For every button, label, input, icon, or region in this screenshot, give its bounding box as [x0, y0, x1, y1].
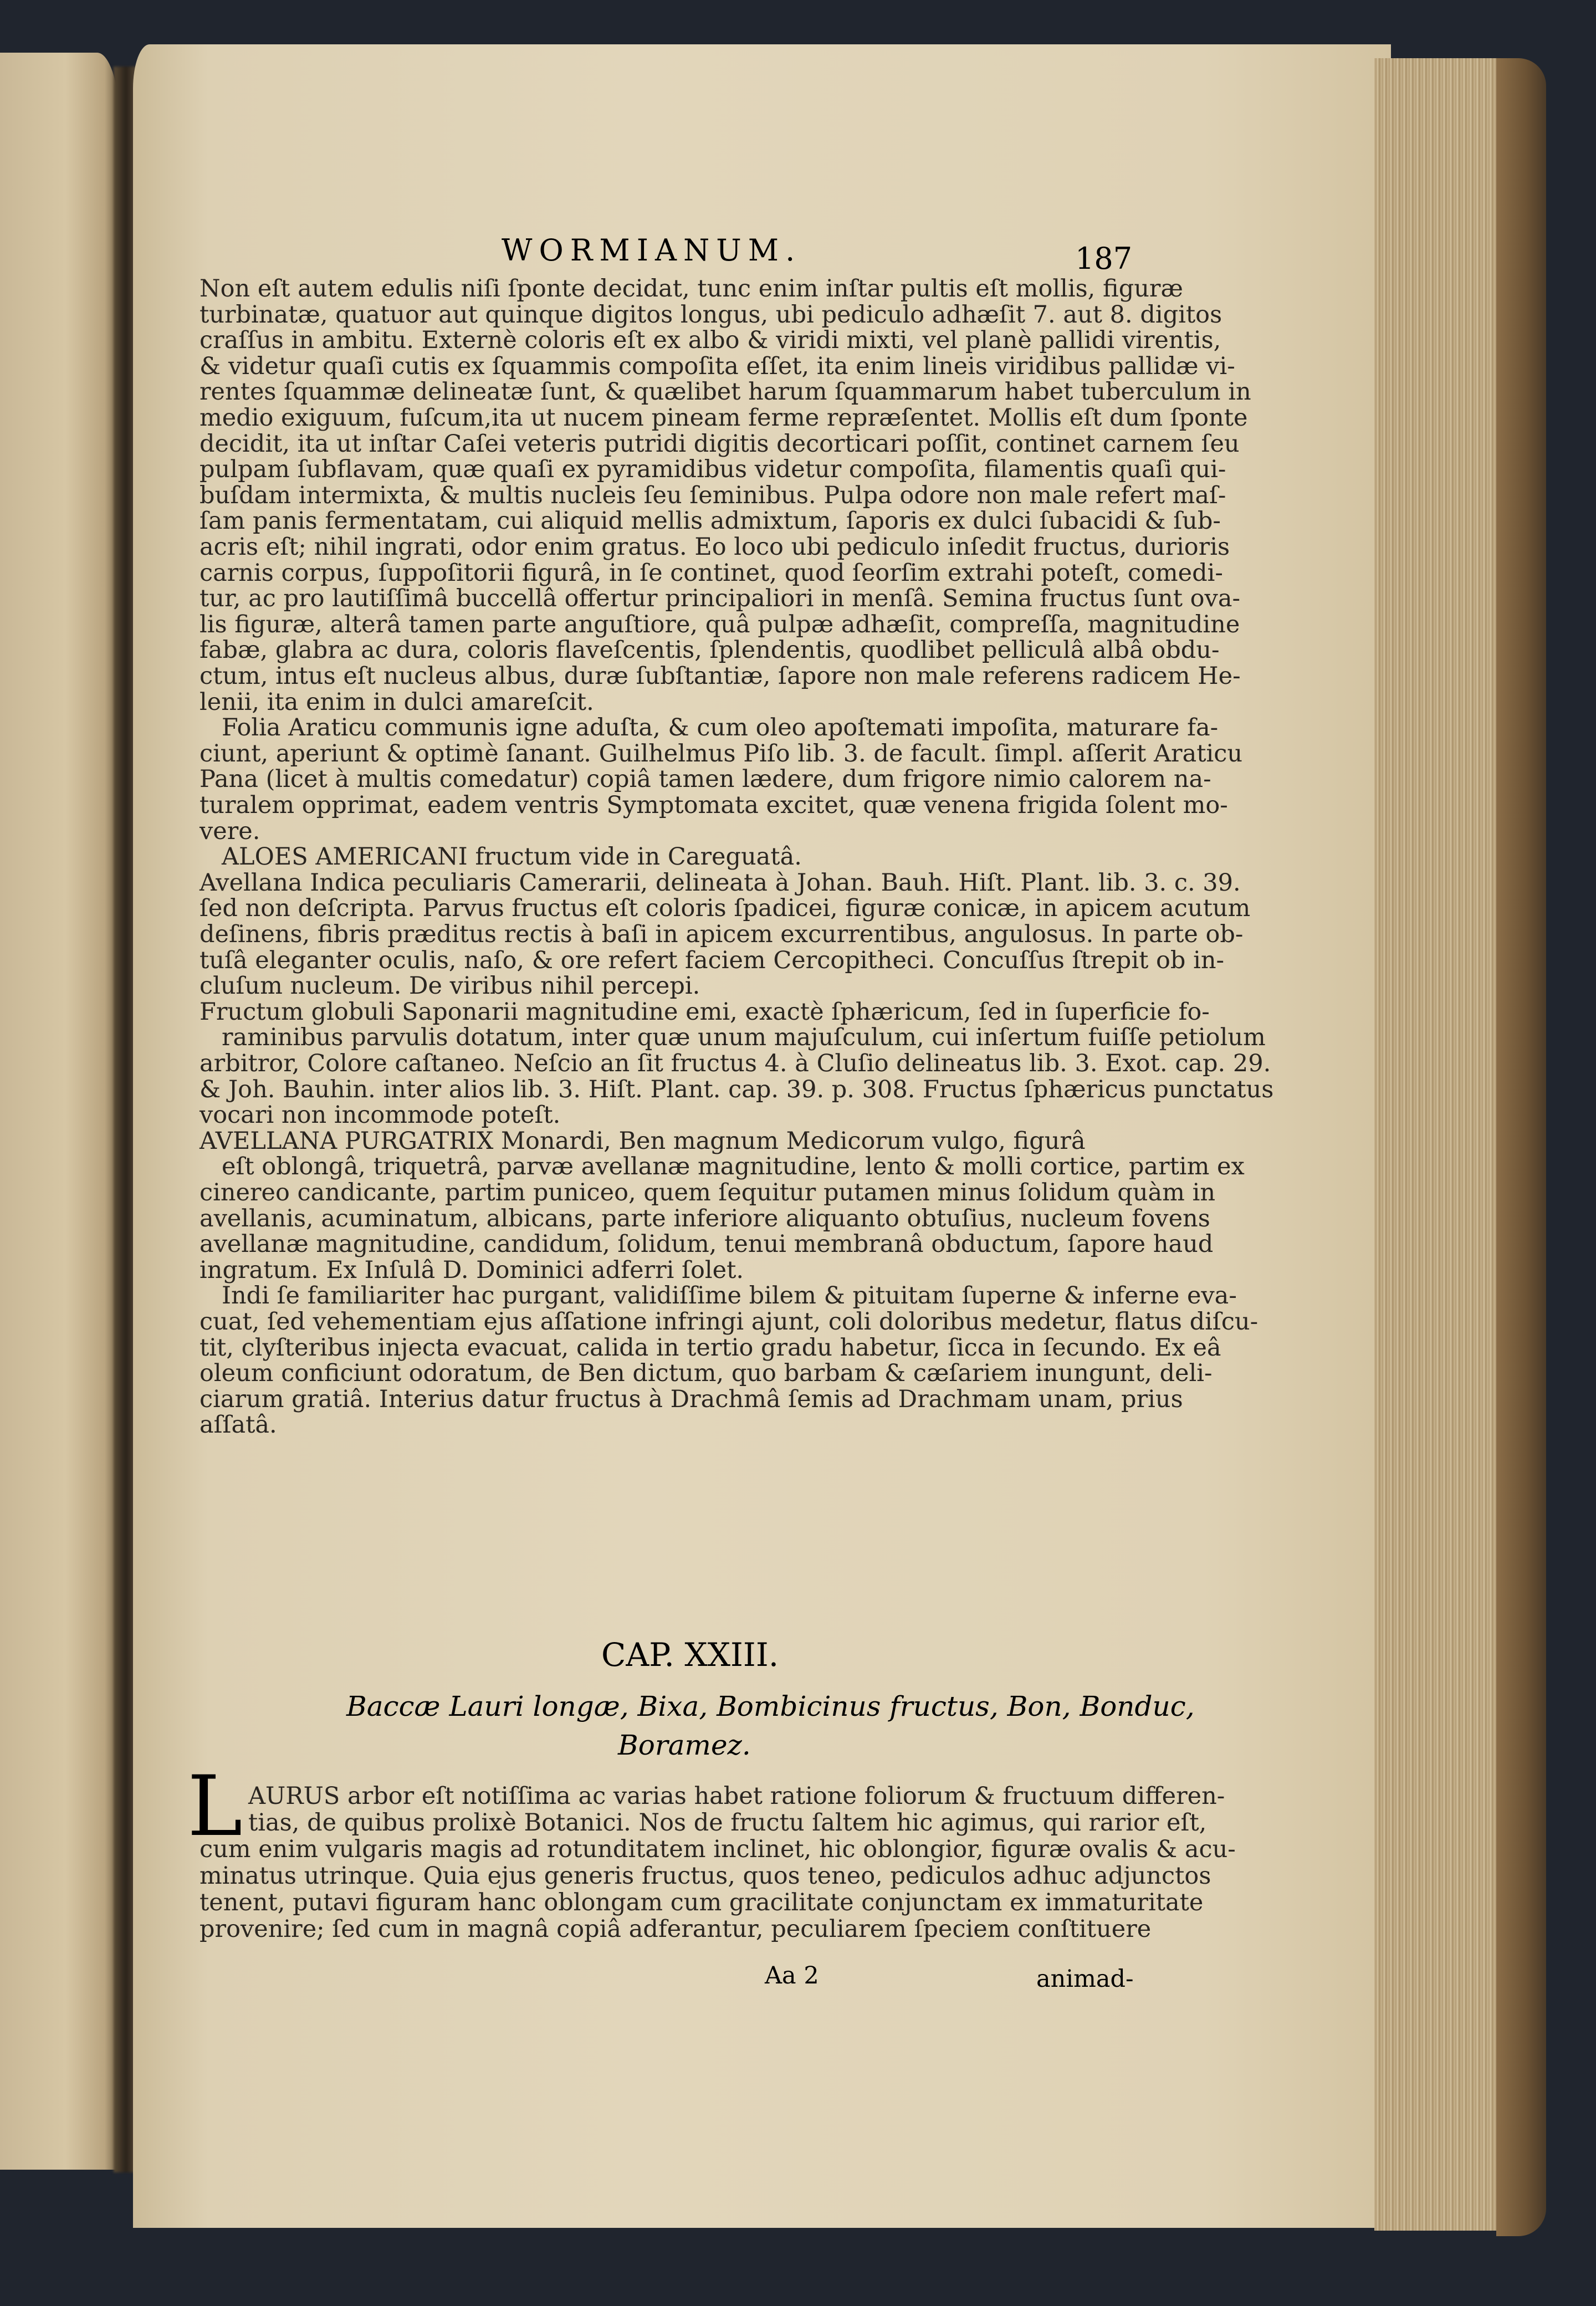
body-line: Avellana Indica peculiaris Camerarii, delineata à Johan. Bauh. Hiſt. Plant. lib. 3. c. 39.	[200, 868, 1241, 897]
body-line: ciunt, aperiunt & optimè ſanant. Guilhelmus Piſo lib. 3. de facult. ſimpl. aſſerit Araticu	[200, 739, 1243, 768]
body-line: oleum conficiunt odoratum, de Ben dictum, quo barbam & cæſariem inungunt, deli-	[200, 1359, 1213, 1388]
body-line: raminibus parvulis dotatum, inter quæ unum majuſculum, cui inſertum fuiſſe petiolum	[222, 1024, 1266, 1052]
body-line: pulpam ſubflavam, quæ quaſi ex pyramidibus videtur compoſita, filamentis quaſi qui-	[200, 456, 1226, 484]
body-line: craſſus in ambitu. Externè coloris eſt ex albo & viridi mixti, vel planè pallidi virentis,	[200, 326, 1221, 355]
body-line: cinereo candicante, partim puniceo, quem ſequitur putamen minus ſolidum quàm in	[200, 1179, 1216, 1206]
catchword: animad-	[1036, 1965, 1134, 1993]
body-line: fabæ, glabra ac dura, coloris flaveſcentis, ſplendentis, quodlibet pelliculâ albâ obdu-	[200, 636, 1220, 664]
body-line: Pana (licet à multis comedatur) copiâ tamen lædere, dum frigore nimio calorem na-	[200, 765, 1211, 794]
body-line: decidit, ita ut inſtar Caſei veteris putridi digitis decorticari poſſit, continet carnem ſeu	[200, 430, 1240, 458]
body-line: turbinatæ, quatuor aut quinque digitos longus, ubi pediculo adhæſit 7. aut 8. digitos	[200, 300, 1222, 329]
chapter-line: AURUS arbor eſt notiſſima ac varias habet ratione foliorum & fructuum differen-	[248, 1782, 1225, 1810]
body-line: tuſâ eleganter oculis, naſo, & ore refert faciem Cercopitheci. Concuſſus ſtrepit ob in-	[200, 946, 1225, 974]
body-line: carnis corpus, ſuppoſitorii figurâ, in ſe continet, quod ſeorſim extrahi poteſt, comedi-	[200, 559, 1223, 587]
body-line: avellanis, acuminatum, albicans, parte inferiore aliquanto obtuſius, nucleum fovens	[200, 1204, 1210, 1233]
body-line: ctum, intus eſt nucleus albus, duræ ſubſtantiæ, ſapore non male referens radicem He-	[200, 662, 1241, 690]
body-line: Indi ſe familiariter hac purgant, validiſſime bilem & pituitam ſuperne & inferne eva-	[222, 1282, 1237, 1310]
body-line: Non eſt autem edulis niſi ſponte decidat, tunc enim inſtar pultis eſt mollis, figuræ	[200, 275, 1183, 303]
body-line: aſſatâ.	[200, 1411, 277, 1439]
book-cover-edge	[1496, 58, 1546, 2236]
body-line: lis figuræ, alterâ tamen parte anguſtiore, quâ pulpæ adhæſit, compreſſa, magnitudine	[200, 610, 1240, 638]
chapter-line: minatus utrinque. Quia ejus generis fructus, quos teneo, pediculos adhuc adjunctos	[200, 1862, 1211, 1890]
body-line: acris eſt; nihil ingrati, odor enim gratus. Eo loco ubi pediculo inſedit fructus, durioris	[200, 533, 1230, 561]
chapter-line: tenent, putavi figuram hanc oblongam cum gracilitate conjunctam ex immaturitate	[200, 1889, 1204, 1916]
body-line: turalem opprimat, eadem ventris Symptomata excitet, quæ venena frigida ſolent mo-	[200, 791, 1228, 819]
body-line: avellanæ magnitudine, candidum, ſolidum, tenui membranâ obductum, ſapore haud	[200, 1230, 1214, 1259]
body-line: ingratum. Ex Inſulâ D. Dominici adferri ſolet.	[200, 1256, 744, 1284]
running-head: WORMIANUM.	[502, 233, 802, 268]
chapter-subtitle-line1: Baccæ Lauri longæ, Bixa, Bombicinus fructus, Bon, Bonduc,	[346, 1690, 1195, 1722]
chapter-line: tias, de quibus prolixè Botanici. Nos de fructu ſaltem hic agimus, qui rarior eſt,	[248, 1809, 1207, 1837]
body-line: medio exiguum, fuſcum,ita ut nucem pineam ferme repræſentet. Mollis eſt dum ſponte	[200, 404, 1248, 432]
body-line: cluſum nucleum. De viribus nihil percepi.	[200, 972, 700, 1000]
chapter-line: provenire; ſed cum in magnâ copiâ adferantur, peculiarem ſpeciem conſtituere	[200, 1915, 1152, 1943]
body-line: rentes ſquammæ delineatæ ſunt, & quælibet harum ſquammarum habet tuberculum in	[200, 378, 1251, 406]
body-line: arbitror, Colore caſtaneo. Neſcio an ſit fructus 4. à Cluſio delineatus lib. 3. Exot. cap. 29.	[200, 1050, 1271, 1077]
body-line: tur, ac pro lautiſſimâ buccellâ offertur principaliori in menſâ. Semina fructus ſunt ova-	[200, 585, 1241, 613]
body-line: lenii, ita enim in dulci amareſcit.	[200, 688, 594, 716]
body-line: tit, clyſteribus injecta evacuat, calida in tertio gradu habetur, ſicca in ſecundo. Ex eâ	[200, 1333, 1221, 1362]
left-page	[0, 53, 119, 2170]
signature-mark: Aa 2	[765, 1962, 819, 1990]
body-line: deſinens, fibris præditus rectis à baſi in apicem excurrentibus, angulosus. In parte ob-	[200, 921, 1244, 948]
drop-cap: L	[187, 1758, 243, 1855]
body-line: ciarum gratiâ. Interius datur fructus à Drachmâ ſemis ad Drachmam unam, prius	[200, 1385, 1183, 1413]
body-line: ſed non deſcripta. Parvus fructus eſt coloris ſpadicei, figuræ conicæ, in apicem acutum	[200, 894, 1251, 923]
body-line: & Joh. Bauhin. inter alios lib. 3. Hiſt. Plant. cap. 39. p. 308. Fructus ſphæricus punctatus	[200, 1075, 1274, 1103]
body-line: vocari non incommode poteſt.	[200, 1101, 561, 1129]
body-line: & videtur quaſi cutis ex ſquammis compoſita eſſet, ita enim lineis viridibus pallidæ vi-	[200, 352, 1235, 380]
body-line: ALOES AMERICANI fructum vide in Careguatâ.	[222, 843, 802, 871]
body-line: Fructum globuli Saponarii magnitudine emi, exactè ſphæricum, ſed in ſuperficie fo-	[200, 998, 1210, 1026]
body-line: cuat, ſed vehementiam ejus aſſatione infringi ajunt, coli doloribus medetur, flatus diſcu-	[200, 1308, 1259, 1336]
body-line: Folia Araticu communis igne aduſta, & cum oleo apoſtemati impoſita, maturare fa-	[222, 714, 1219, 742]
body-line: eſt oblongâ, triquetrâ, parvæ avellanæ magnitudine, lento & molli cortice, partim ex	[222, 1153, 1245, 1181]
page-number: 187	[1075, 241, 1133, 276]
chapter-heading: CAP. XXIII.	[601, 1636, 779, 1674]
body-line: vere.	[200, 817, 260, 845]
body-line: AVELLANA PURGATRIX Monardi, Ben magnum Medicorum vulgo, figurâ	[200, 1127, 1086, 1155]
body-line: ſam panis fermentatam, cui aliquid mellis admixtum, ſaporis ex dulci ſubacidi & ſub-	[200, 507, 1221, 535]
chapter-line: cum enim vulgaris magis ad rotunditatem inclinet, hic oblongior, figuræ ovalis & acu-	[200, 1835, 1236, 1863]
chapter-subtitle-line2: Boramez.	[618, 1729, 751, 1761]
body-line: buſdam intermixta, & multis nucleis ſeu ſeminibus. Pulpa odore non male refert maſ-	[200, 481, 1226, 509]
